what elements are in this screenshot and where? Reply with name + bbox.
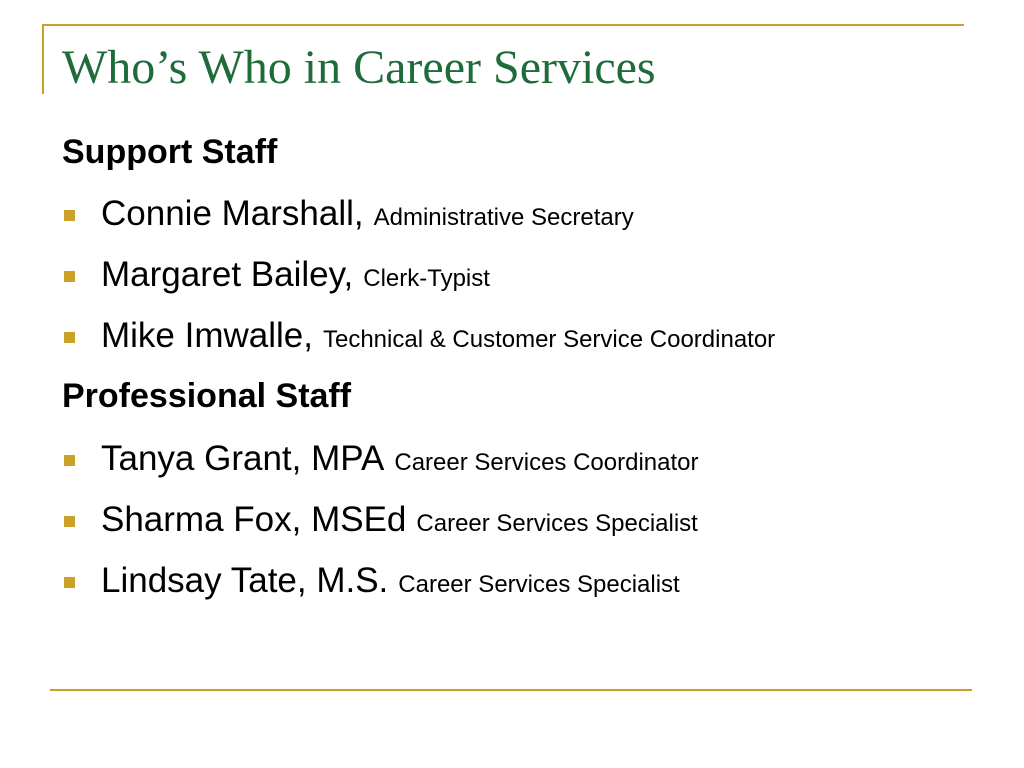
staff-name: Sharma Fox, MSEd xyxy=(101,500,407,539)
staff-name: Lindsay Tate, M.S. xyxy=(101,561,389,600)
slide-title: Who’s Who in Career Services xyxy=(62,41,656,94)
list-item xyxy=(64,498,698,542)
staff-role: Clerk-Typist xyxy=(363,265,490,292)
staff-role: Technical & Customer Service Coordinator xyxy=(322,326,776,353)
staff-role: Career Services Specialist xyxy=(416,510,698,537)
section-heading-support-staff: Support Staff xyxy=(62,133,278,171)
staff-role: Career Services Specialist xyxy=(398,571,680,598)
left-divider xyxy=(42,24,44,94)
square-bullet-icon xyxy=(64,210,75,221)
square-bullet-icon xyxy=(64,332,75,343)
list-item xyxy=(64,437,698,481)
staff-name: Margaret Bailey, xyxy=(101,255,354,294)
list-item xyxy=(64,314,775,358)
top-divider xyxy=(42,24,964,26)
square-bullet-icon xyxy=(64,516,75,527)
list-item xyxy=(64,559,680,603)
bottom-divider xyxy=(50,689,972,691)
staff-role: Career Services Coordinator xyxy=(394,449,699,476)
square-bullet-icon xyxy=(64,455,75,466)
section-heading-professional-staff: Professional Staff xyxy=(62,377,352,415)
square-bullet-icon xyxy=(64,577,75,588)
staff-name: Tanya Grant, MPA xyxy=(101,439,385,478)
staff-role: Administrative Secretary xyxy=(373,204,634,231)
list-item xyxy=(64,253,490,297)
list-item xyxy=(64,192,634,236)
square-bullet-icon xyxy=(64,271,75,282)
staff-name: Connie Marshall, xyxy=(101,194,364,233)
staff-name: Mike Imwalle, xyxy=(101,316,313,355)
